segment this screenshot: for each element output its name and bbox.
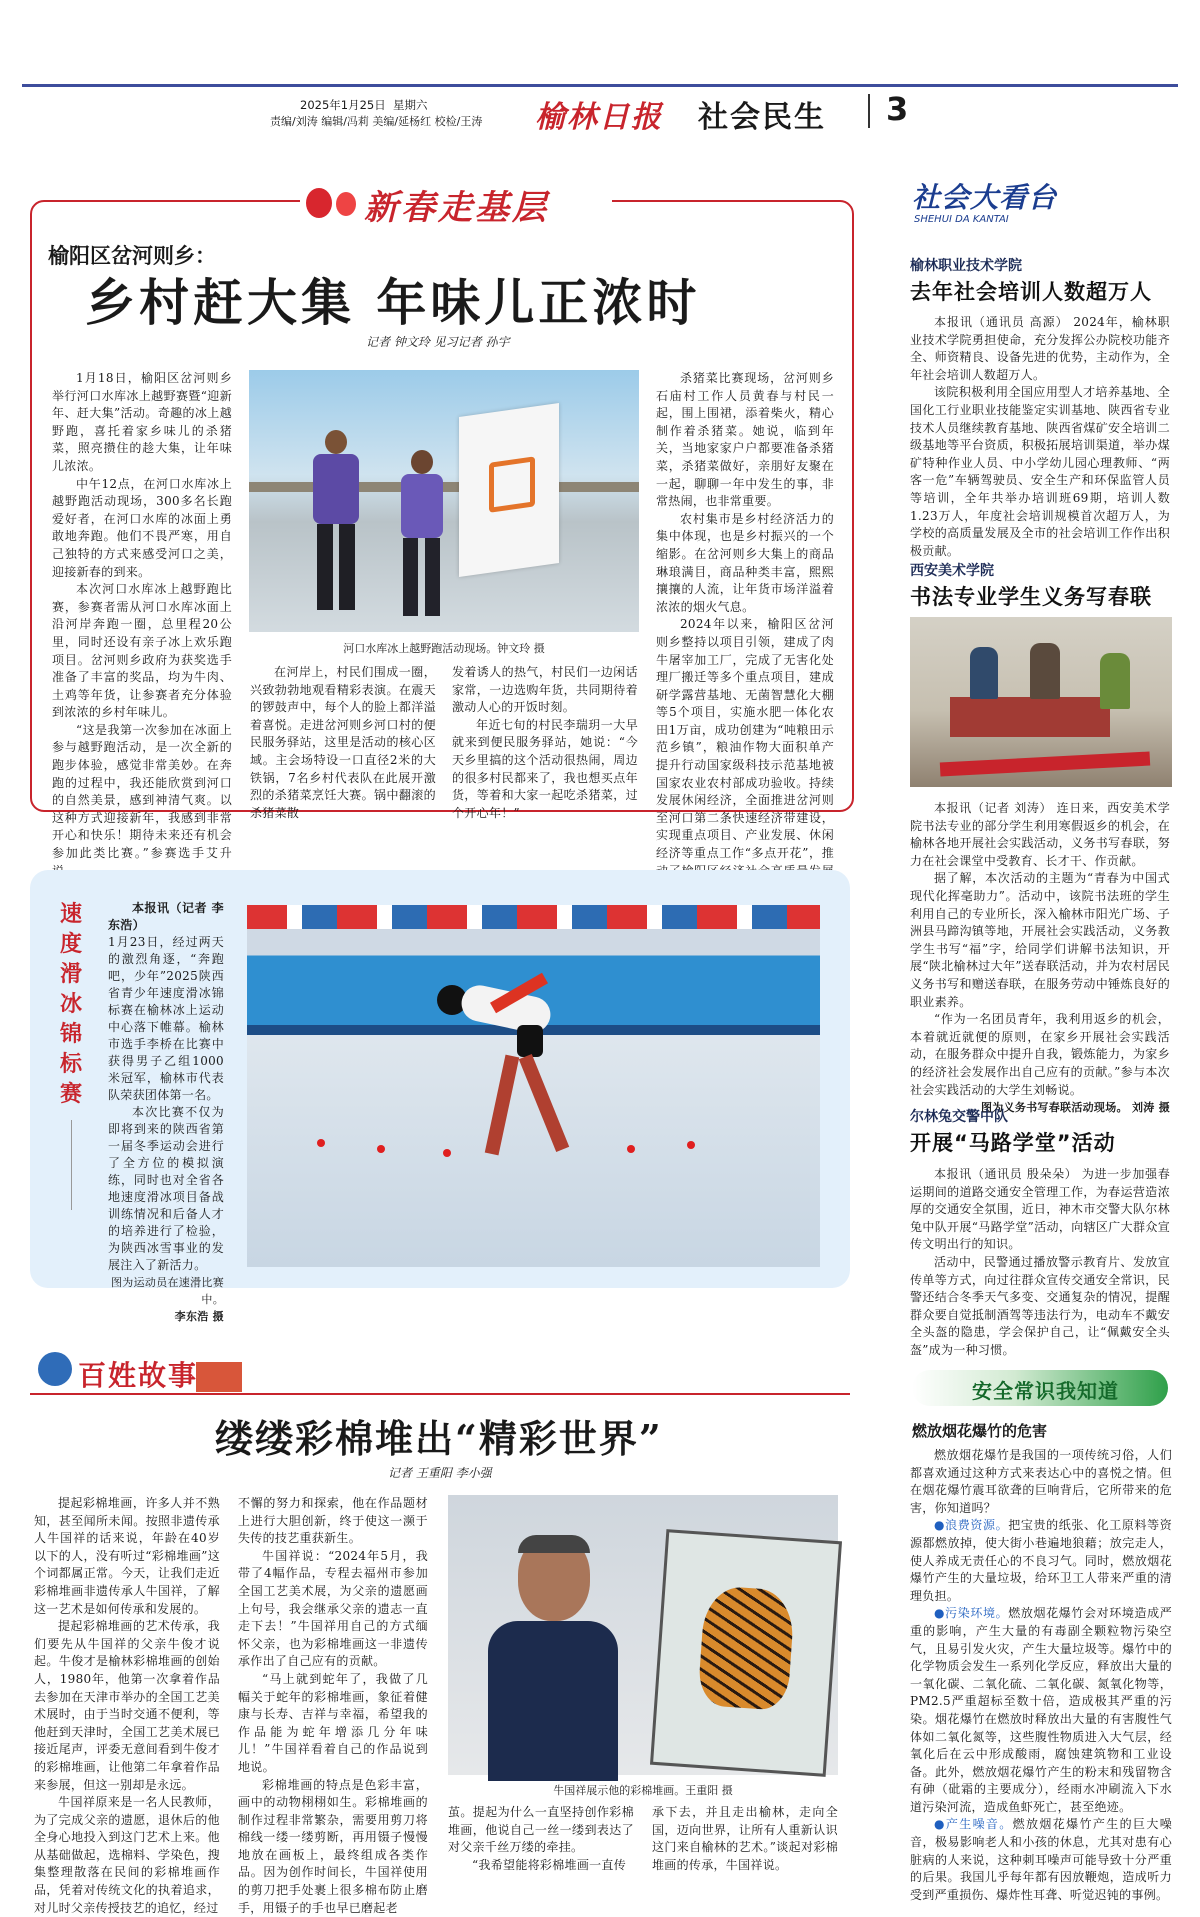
lantern-icon (336, 192, 356, 216)
story-col-3: 茧。提起为什么一直坚持创作彩棉堆画，他说自己一丝一缕到表达了对父亲千丝万缕的牵挂。 “我希望能将彩棉堆画一直传 (448, 1805, 634, 1872)
table (950, 697, 1110, 737)
safety-text: 燃放烟花爆竹是我国的一项传统习俗，人们都喜欢通过这种方式来表达心中的喜悦之情。但在烟花爆竹震耳欲聋的巨响背后，它所带来的危害，你知道吗？ ●浪费资源。把宝贵的纸张、化工原料等资源都燃放掉，使大街小巷遍地狼藉；放完走人，使人养成无责任心的不良习气。同时，燃放烟花爆竹产生的大量垃圾，给环卫工人带来严重的清理负担。 ●污染环境。燃放烟花爆竹会对环境造成严重的影响，产生大量的有毒副全颗粒物污染空气，且易引发火灾，产生大量垃圾等。爆竹中的化学物质会发生一系列化学反应，释放出大量的一氧化碳、二氧化硫、二氧化碳、氮氧化物等，PM2.5严重超标至数十倍，造成极其严重的污染。烟花爆竹在燃放时释放出大量的有害腹性气体如二氧化氮等，这些腹性物质进入大气层，经氧化后在云中形成酸雨，腐蚀建筑物和工业设备。此外，燃放烟花爆竹产生的粉末和残留物含有砷（砒霜的主要成分），经雨水冲刷流入下水道污染河流，造成鱼虾死亡，甚至绝迹。 ●产生噪音。燃放烟花爆竹产生的巨大噪音，极易影响老人和小孩的休息，尤其对患有心脏病的人来说，这种刺耳噪声可能导致十分严重的后果。我国儿乎每年都有因放鞭炮，造成听力受到严重损伤、爆炸性耳聋、听觉迟钝的事例。 (910, 1447, 1172, 1895)
house-icon (196, 1362, 242, 1392)
feature-photo-caption: 河口水库冰上越野跑活动现场。钟文玲 摄 (343, 642, 545, 655)
feature-col-3: 发着诱人的热气，村民们一边闲话家常，一边选购年货，共同期待着激动人心的开饭时刻。 年近七旬的村民李瑞玥一大早就来到便民服务驿站，她说：“今天乡里搞的这个活动很热闹，周边的很多村民都来了，我也想买点年货，等着和大家一起吃杀猪菜，过个开心年！” (452, 665, 638, 820)
page-number: 3 (886, 90, 909, 128)
story-col-1: 提起彩棉堆画，许多人并不熟知，甚至闻所未闻。按照非遗传承人牛国祥的话来说，年龄在40岁以下的人，没有听过“彩棉堆画”这个词都属正常。今天，让我们走近彩棉堆画非遗传承人牛国祥，了解这一艺术是如何传承和发展的。 提起彩棉堆画的艺术传承，我们要先从牛国祥的父亲牛俊才说起。牛俊才是榆林彩棉堆画的创始人，1980年，他第一次拿着作品去参加在天津市举办的全国工艺美术展时，由于当时交通不便利，等他赶到天津时，全国工艺美术展已接近尾声，评委无意间看到牛俊才的彩棉堆画，让他第二年拿着作品来参展，但这一别却是永远。 牛国祥原来是一名人民教师，为了完成父亲的遗愿，退休后的他全身心地投入到这门艺术上来。他从基础做起，选棉料、学染色，搜集整理散落在民间的彩棉堆画作品，凭着对传统文化的执着追求，对儿时父亲传授技艺的追忆，经过 (34, 1496, 220, 1915)
person (1030, 643, 1060, 699)
person (970, 647, 998, 699)
sidebar-story2-text: 本报讯（记者 刘涛） 连日来，西安美术学院书法专业的部分学生利用寒假返乡的机会，在榆林各地开展社会实践活动，义务书写春联，努力在社会课堂中受教育、长才干、作贡献。 据了解，本次活动的主题为“青春为中国式现代化挥毫助力”。活动中，该院书法班的学生利用自己的专业所长，深入榆林市阳光广场、子洲县马蹄沟镇等地，开展社会实践活动，义务教学生书写“福”字，给同学们讲解书法知识，开展“陕北榆林过大年”送春联活动，并为农村居民义务书写和赠送春联，在服务劳动中锤炼良好的职业素养。 “作为一名团员青年，我利用返乡的机会，本着就近就便的原则，在家乡开展社会实践活动，在服务群众中提升自我，锻炼能力，为家乡的经济社会发展作出自己应有的贡献。”参与本次社会实践活动的大学生刘畅说。 图为义务书写春联活动现场。 刘涛 摄 (910, 801, 1170, 1115)
paper-logo: 榆林日报 (535, 100, 663, 135)
rink-banner (247, 905, 820, 929)
runner-1 (311, 430, 359, 620)
section-title: 社会民生 (698, 100, 826, 135)
story-headline: 缕缕彩棉堆出“精彩世界” (215, 1416, 663, 1461)
feature-headline: 乡村赶大集 年味儿正浓时 (85, 274, 701, 332)
story-photo-caption: 牛国祥展示他的彩棉堆画。王重阳 摄 (553, 1784, 733, 1797)
sidebar-story3-kicker: 尔林兔交警中队 (910, 1109, 1008, 1125)
story-byline: 记者 王重阳 李小强 (388, 1466, 492, 1480)
person (1100, 653, 1130, 709)
feature-col-2: 在河岸上，村民们围成一圈，兴致勃勃地观看精彩表演。在震天的锣鼓声中，每个人的脸上都洋溢着喜悦。走进岔河则乡河口村的便民服务驿站，这里是活动的核心区域。主会场特设一口直径2米的大铁锅，7名乡村代表队在此展开激烈的杀猪菜烹饪大赛。锅中翻滚的杀猪菜散 (250, 665, 436, 820)
sidebar-story1-kicker: 榆林职业技术学院 (910, 258, 1022, 274)
sidebar-banner: 社会大看台 SHEHUI DA KANTAI (912, 181, 1058, 225)
feature-photo (249, 370, 639, 632)
sidebar-story3-headline: 开展“马路学堂”活动 (910, 1131, 1116, 1155)
feature-byline: 记者 钟文玲 见习记者 孙宇 (366, 335, 510, 349)
flag (459, 403, 559, 577)
feature-col-4: 杀猪菜比赛现场，岔河则乡石庙村工作人员黄春与村民一起，围上围裙，添着柴火，精心制作着杀猪菜。她说，临到年关，当地家家户户都要准备杀猪菜，杀猪菜做好，亲朋好友聚在一起，聊聊一年中发生的事，非常热闹，也非常重要。 农村集市是乡村经济活力的集中体现，也是乡村振兴的一个缩影。在岔河则乡大集上的商品琳琅满目，商品种类丰富，熙熙攘攘的人流，让年货市场洋溢着浓浓的烟火气息。 2024年以来，榆阳区岔河则乡整持以项目引领，建成了肉牛屠宰加工厂，完成了无害化处理厂搬迁等多个重点项目，建成研学露营基地、无菌智慧化大棚等5个项目，实施水肥一体化农田1万亩，成功创建为“吨粮田示范乡镇”，粮油作物大面积单产提升行动国家级科技示范基地被国家农业农村部成功验收。持续发展休闲经济，全面推进岔河则至河口第二条快速经济带建设，实现重点项目、产业发展、休闲经济等重点工作“多点开花”，推 (656, 371, 834, 861)
safety-headline: 燃放烟花爆竹的危害 (912, 1422, 1048, 1440)
masthead-editors: 责编/刘涛 编辑/冯莉 美编/延杨红 校检/王涛 (270, 115, 483, 128)
safety-banner: 安全常识我知道 (912, 1370, 1168, 1406)
sidebar-story2-headline: 书法专业学生义务写春联 (910, 585, 1152, 609)
sidebar-story2-photo (910, 617, 1172, 787)
sidebar-story3-text: 本报讯（通讯员 殷朵朵） 为进一步加强春运期间的道路交通安全管理工作，为春运营造浓厚的交通安全氛围，近日，神木市交警大队尔林兔中队开展“马路学堂”活动，向辖区广大群众宣传文明出行的知识。 活动中，民警通过播放警示教育片、发放宣传单等方式，向过往群众宣传交通安全常识，民警还结合冬季天气多变、交通复杂的情况，提醒群众要自觉抵制酒驾等违法行为，电动车不戴安全头盔的隐患，学会保护自己，让“佩戴安全头盔”成为一种习惯。 (910, 1167, 1170, 1357)
marker-dot (317, 1139, 325, 1147)
feature-banner: 新春走基层 (300, 178, 612, 228)
safety-item: ●污染环境。燃放烟花爆竹会对环境造成严重的影响，产生大量的有毒副全颗粒物污染空气，且易引发火灾，产生大量垃圾等。爆竹中的化学物质会发生一系列化学反应，释放出大量的一氧化碳、二氧化硫、二氧化碳、氮氧化物等，PM2.5严重超标至数十倍，造成极其严重的污染。烟花爆竹在燃放时释放出大量的有害腹性气体如二氧化氮等，这些腹性物质进入大气层，经氧化后在云中形成酸雨，腐蚀建筑物和工业设备。此外，燃放烟花爆竹产生的粉末和残留物含有砷（砒霜的主要成分），经雨水冲刷流入下水道污染河流，造成鱼虾死亡，甚至绝迹。 (910, 1606, 1172, 1814)
safety-item: ●浪费资源。把宝贵的纸张、化工原料等资源都燃放掉，使大街小巷遍地狼藉；放完走人，使人养成无责任心的不良习气。同时，燃放烟花爆竹产生的大量垃圾，给环卫工人带来严重的清理负担。 (910, 1518, 1172, 1603)
person-icon (38, 1352, 72, 1386)
top-rule (22, 84, 1178, 87)
sidebar-story1-text: 本报讯（通讯员 高源） 2024年，榆林职业技术学院勇担使命，充分发挥公办院校功能齐全、师资精良、设备先进的优势，主动作为，全年社会培训人数超万人。 该院积极利用全国应用型人才培养基地、全国化工行业职业技能鉴定实训基地、陕西省专业技术人员继续教育基地、陕西省煤矿安全培训二级基地等平台资质，积极拓展培训渠道，举办煤矿特种作业人员、中小学幼儿园心理教师、“两客一危”车辆驾驶员、安全生产和环保监管人员等培训，全年共举办培训班69期，培训人数1.23万人，年度社会培训规模首次超万人，为学校的高质量发展及全市的社会培训工作作出积极贡献。 (910, 315, 1170, 558)
tiger-painting (650, 1529, 842, 1777)
skating-title-rule (71, 1120, 72, 1210)
story-photo (448, 1495, 838, 1775)
marker-dot (443, 1149, 451, 1157)
marker-dot (377, 1145, 385, 1153)
runner-2 (399, 450, 445, 620)
masthead-divider (868, 94, 870, 128)
safety-item: ●产生噪音。燃放烟花爆竹产生的巨大噪音，极易影响老人和小孩的休息，尤其对患有心脏病的人来说，这种刺耳噪声可能导致十分严重的后果。我国儿乎每年都有因放鞭炮，造成听力受到严重损伤、爆炸性耳聋、听觉迟钝的事例。 (910, 1817, 1172, 1902)
feature-location: 榆阳区岔河则乡： (48, 244, 216, 268)
portrait-man (488, 1535, 618, 1775)
story-banner: 百姓故事 (38, 1348, 258, 1400)
sidebar-story2-kicker: 西安美术学院 (910, 563, 994, 579)
marker-dot (687, 1141, 695, 1149)
masthead-date: 2025年1月25日 星期六 (300, 98, 428, 112)
skater (437, 975, 587, 1175)
story-col-2: 不懈的努力和探索，他在作品题材上进行大胆创新，终于使这一濒于失传的技艺重获新生。 牛国祥说：“2024年5月，我带了4幅作品，专程去福州市参加全国工艺美术展，为父亲的遗愿画上句号，我会继承父亲的遗志一直走下去！”牛国祥用自己的方式缅怀父亲，也为彩棉堆画这一非遗传承作出了自己应有的贡献。 “马上就到蛇年了，我做了几幅关于蛇年的彩棉堆画，象征着健康与长寿、吉祥与幸福，希望我的作品能为蛇年增添几分年味儿！”牛国祥看着自己的作品说到地说。 彩棉堆画的特点是色彩丰富，画中的动物栩栩如生。彩棉堆画的制作过程非常繁杂，需要用剪刀将棉线一缕一缕剪断，再用镊子慢慢地放在画板上，最终组成各类作品。因为创作时间长，牛国祥使用的剪刀把手处裹上很多棉布防止磨手，用镊子的手也早已磨起老 (238, 1496, 428, 1915)
feature-col-1: 1月18日，榆阳区岔河则乡举行河口水库冰上越野赛暨“迎新年、赶大集”活动。奇趣的冰上越野跑，喜托着家乡味儿的杀猪菜，照亮攒住的趁大集，让年味儿浓浓。 中午12点，在河口水库冰上越野跑活动现场，300多名长跑爱好者，在河口水库的冰面上勇敢地奔跑。他们不畏严寒，用自己独特的方式来感受河口之美，迎接新春的到来。 本次河口水库冰上越野跑比赛，参赛者需从河口水库冰面上沿河岸奔跑一圈，总里程20公里，同时还设有亲子冰上欢乐跑项目。岔河则乡政府为获奖选手准备了丰富的奖品，均为牛肉、土鸡等年货，让参赛者充分体验到浓浓的乡村年味儿。 “这是我第一次参加在冰面上参与越野跑活动，是一次全新的跑步体验，感觉非常美妙。在奔跑的过程中，我还能欣赏到河口的自然美景，感到神清气爽。以这种方式迎接新年，我感到非常开心和快乐！期待未来还有机会参加此类比赛。”参赛选手艾升 (52, 371, 232, 861)
skating-vertical-title: 速度滑冰锦标赛 (60, 902, 83, 1107)
story-col-4: 承下去，并且走出榆林，走向全国，迈向世界，让所有人重新认识这门来自榆林的艺术。”谈起对彩棉堆画的传承，牛国祥说。 (652, 1805, 838, 1872)
skating-photo (247, 905, 820, 1267)
marker-dot (627, 1145, 635, 1153)
sidebar-story1-headline: 去年社会培训人数超万人 (910, 280, 1152, 304)
red-scrolls (940, 752, 1150, 777)
lantern-icon (306, 188, 332, 218)
skating-text: 本报讯（记者 李东浩） 1月23日，经过两天的激烈角逐，“奔跑吧，少年”2025陕西省青少年速度滑冰锦标赛在榆林冰上运动中心落下帷幕。榆林市选手李桥在比赛中获得男子乙组1000米冠军，榆林市代表队荣获团体第一名。 本次比赛不仅为即将到来的陕西省第一届冬季运动会进行了全方位的模拟演练，同时也对全省各地速度滑冰项目备战训练情况和后备人才的培养进行了检验，为陕西冰雪事业的发展注入了新活力。 图为运动员在速滑比赛中。 李东浩 摄 (108, 901, 224, 1323)
